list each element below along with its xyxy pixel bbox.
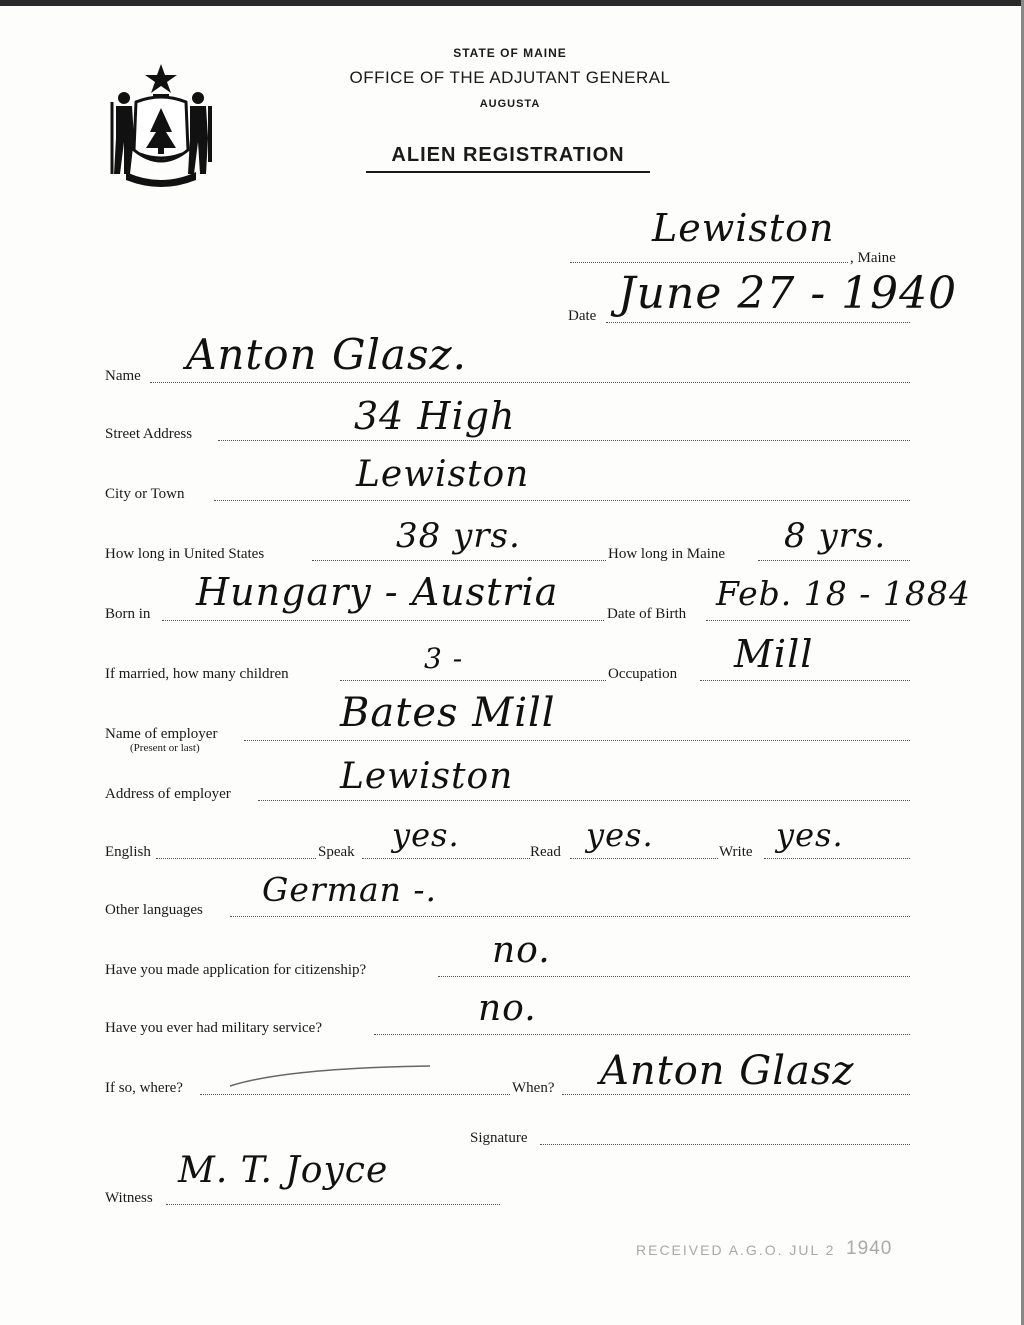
employer-address-label: Address of employer	[105, 786, 231, 802]
header-state: STATE OF MAINE	[453, 46, 567, 60]
occupation-line	[700, 680, 910, 681]
signature-line	[540, 1144, 910, 1145]
employer-label: Name of employer	[105, 726, 218, 742]
occupation-entry: Mill	[734, 632, 814, 676]
children-label: If married, how many children	[105, 666, 289, 682]
read-entry: yes.	[586, 816, 654, 854]
employer-address-line	[258, 800, 910, 801]
city-label: City or Town	[105, 486, 185, 502]
occupation-label: Occupation	[608, 666, 678, 682]
city-line	[214, 500, 910, 501]
military-line	[374, 1034, 910, 1035]
header-city: AUGUSTA	[479, 98, 541, 110]
other-languages-label: Other languages	[105, 902, 203, 918]
witness-entry: M. T. Joyce	[178, 1150, 389, 1191]
where-dash-mark	[226, 1062, 434, 1092]
place-entry: Lewiston	[652, 206, 835, 250]
military-label: Have you ever had military service?	[105, 1020, 322, 1036]
employer-note: (Present or last)	[130, 742, 200, 754]
write-entry: yes.	[776, 816, 844, 854]
speak-entry: yes.	[392, 816, 460, 854]
when-line	[562, 1094, 910, 1095]
military-entry: no.	[478, 988, 537, 1029]
city-entry: Lewiston	[356, 454, 530, 495]
citizenship-label: Have you made application for citizenship?	[105, 962, 367, 978]
date-of-birth-label: Date of Birth	[607, 606, 687, 622]
date-label: Date	[568, 308, 597, 324]
date-of-birth-entry: Feb. 18 - 1884	[716, 574, 971, 613]
born-in-line	[162, 620, 604, 621]
scan-edge-top	[0, 0, 1024, 6]
form-title: ALIEN REGISTRATION	[366, 144, 650, 173]
other-languages-entry: German -.	[262, 870, 438, 909]
employer-address-entry: Lewiston	[340, 756, 514, 797]
if-so-where-line	[200, 1094, 510, 1095]
signature-entry: Anton Glasz	[600, 1048, 855, 1094]
english-label: English	[105, 844, 151, 860]
employer-entry: Bates Mill	[340, 690, 556, 736]
name-label: Name	[105, 368, 141, 384]
date-line	[606, 322, 910, 323]
when-label: When?	[512, 1080, 555, 1096]
how-long-maine-label: How long in Maine	[608, 546, 726, 562]
date-of-birth-line	[706, 620, 910, 621]
received-stamp: RECEIVED A.G.O. JUL 2	[636, 1242, 836, 1258]
date-entry: June 27 - 1940	[618, 268, 958, 319]
witness-line	[166, 1204, 500, 1205]
read-label: Read	[530, 844, 561, 860]
how-long-us-entry: 38 yrs.	[396, 516, 521, 556]
other-languages-line	[230, 916, 910, 917]
place-suffix-label: , Maine	[850, 250, 896, 266]
header-office: OFFICE OF THE ADJUTANT GENERAL	[349, 68, 671, 87]
street-address-entry: 34 High	[354, 394, 516, 438]
write-label: Write	[719, 844, 753, 860]
witness-label: Witness	[105, 1190, 153, 1206]
how-long-maine-entry: 8 yrs.	[784, 516, 887, 556]
if-so-where-label: If so, where?	[105, 1080, 183, 1096]
children-entry: 3 -	[424, 642, 464, 675]
english-line	[156, 858, 316, 859]
street-address-label: Street Address	[105, 426, 193, 442]
signature-label: Signature	[470, 1130, 528, 1146]
name-line	[150, 382, 910, 383]
citizenship-entry: no.	[492, 930, 551, 971]
how-long-us-label: How long in United States	[105, 546, 265, 562]
write-line	[764, 858, 910, 859]
seal-banner-text: MAINE	[145, 171, 177, 180]
how-long-us-line	[312, 560, 606, 561]
children-line	[340, 680, 606, 681]
employer-line	[244, 740, 910, 741]
born-in-label: Born in	[105, 606, 151, 622]
speak-label: Speak	[318, 844, 355, 860]
street-address-line	[218, 440, 910, 441]
born-in-entry: Hungary - Austria	[196, 570, 559, 614]
read-line	[570, 858, 718, 859]
how-long-maine-line	[758, 560, 910, 561]
speak-line	[362, 858, 530, 859]
citizenship-line	[438, 976, 910, 977]
received-stamp-year: 1940	[846, 1238, 893, 1259]
place-line	[570, 262, 848, 263]
name-entry: Anton Glasz.	[186, 330, 468, 379]
